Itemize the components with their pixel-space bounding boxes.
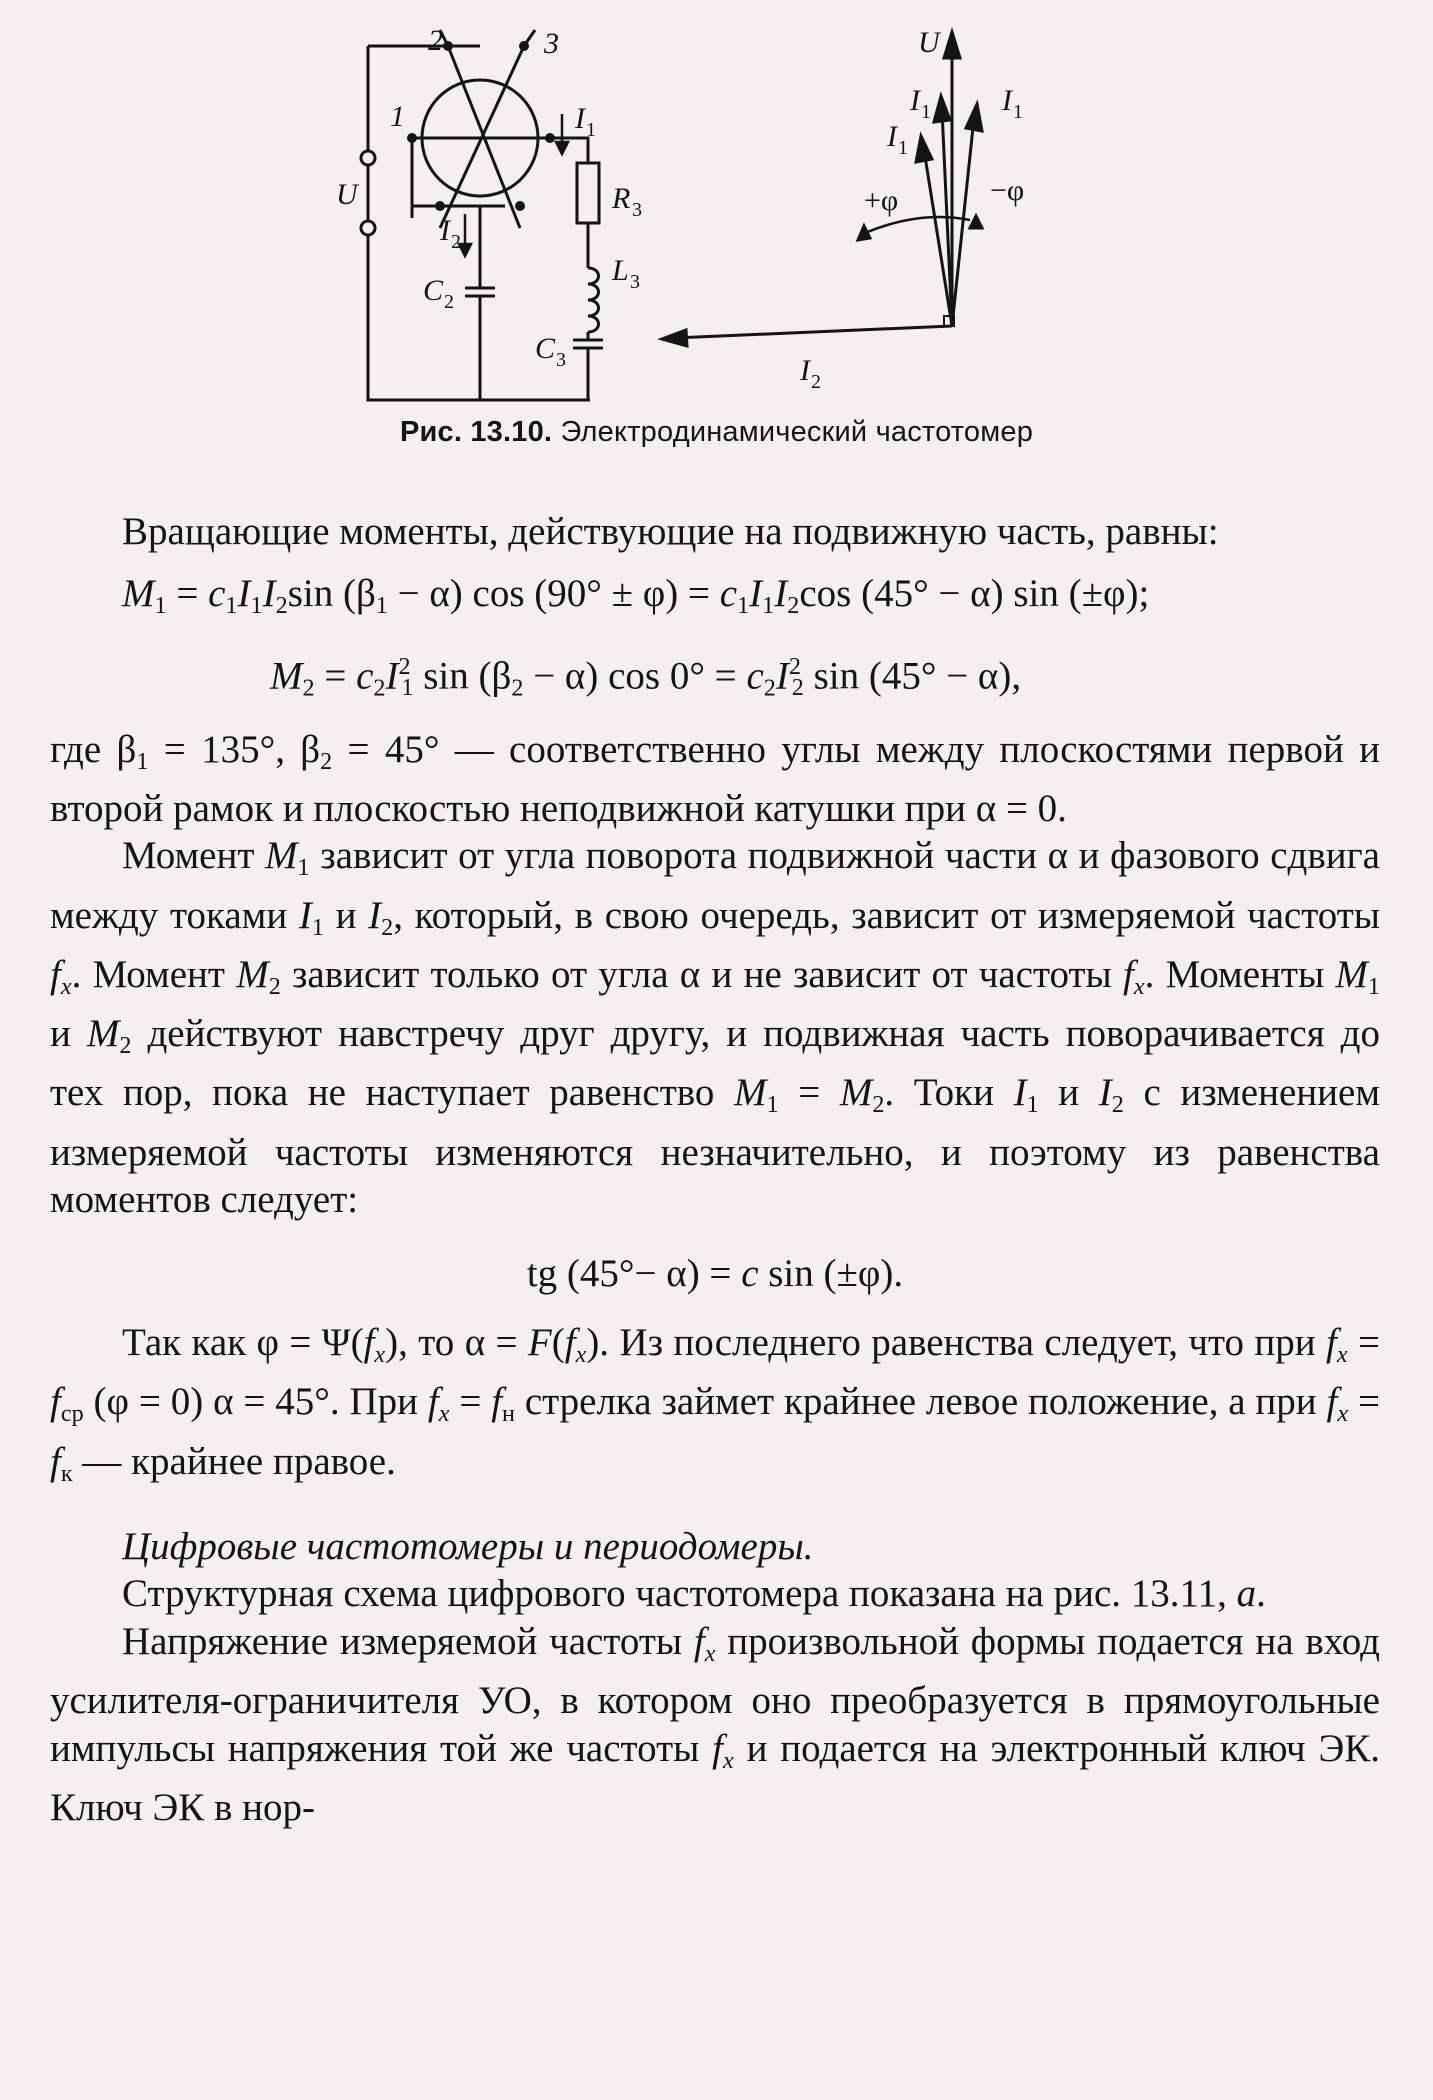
figure-title: Электродинамический частотомер: [560, 416, 1034, 448]
capacitor-c2-sub: 2: [444, 291, 454, 313]
terminal-2-label: 2: [428, 24, 443, 57]
current-i1-sub: 1: [586, 119, 596, 141]
plus-phi-label: +φ: [864, 184, 899, 217]
terminal-3-label: 3: [544, 27, 559, 60]
vector-i2-label: I: [800, 354, 810, 387]
minus-phi-label: −φ: [990, 174, 1025, 207]
circuit-diagram: [368, 26, 603, 400]
figure-number: Рис. 13.10.: [399, 416, 553, 448]
body-text: [50, 508, 1380, 1831]
section-heading: Цифровые частотомеры и периодомеры.: [122, 1524, 814, 1568]
equation-tg: tg (45°− α) = c sin (±φ).: [526, 1251, 904, 1295]
paragraph-3: Момент $M_1$ зависит от угла поворота подвижной части α и фазового сдвига между токами $I_1$ и $I_2$, который, в свою очередь, зависит от измеряемой частоты $f_x$. Момент $M_2$ зависит только от угла α и не зависит от частоты $f_x$. Моменты $M_1$ и $M_2$ действуют навстречу друг другу, и подвижная часть поворачивается до тех пор, пока не наступает равенство $M_1 = M_2$. Токи $I_1$ и $I_2$ с изменением измеряемой частоты изменяются незначительно, и поэтому из равенства моментов следует:: [50, 834, 1380, 1222]
inductor-l3-label: L: [612, 254, 629, 287]
paragraph-2: где $\beta_1 = 135^\circ$, $\beta_2 = 45^\circ$ — соответственно углы между плоскостями первой и второй рамок и плоскостью неподвижной катушки при α = 0.: [50, 727, 1380, 830]
capacitor-c3-sub: 3: [556, 349, 566, 371]
vector-labels: [799, 26, 1024, 393]
vector-i2-sub: 2: [811, 371, 821, 393]
vector-i1c-sub: 1: [1013, 101, 1023, 123]
paragraph-1: Вращающие моменты, действующие на подвижную часть, равны:: [122, 510, 1219, 553]
frequency-meter-figure: [330, 18, 1090, 408]
vector-i1b-sub: 1: [898, 137, 908, 159]
terminal-1-label: 1: [390, 100, 405, 133]
resistor-r3-label: R: [612, 182, 631, 215]
capacitor-c2-label: C: [423, 274, 444, 307]
voltage-u-label: U: [336, 178, 358, 211]
inductor-l3-sub: 3: [630, 271, 640, 293]
figure-caption: [0, 416, 1433, 449]
vector-i1c-label: I: [1002, 84, 1012, 117]
capacitor-c3-label: C: [535, 332, 556, 365]
resistor-r3-sub: 3: [632, 199, 642, 221]
current-i2-label: I: [440, 214, 450, 247]
equation-m2: $M_2 = c_2I^2_1$ $\sin (\beta_2 - \alpha)$ $\cos 0^\circ = c_2I^2_2$ sin (45° − α),: [270, 652, 1022, 702]
vector-i1a-label: I: [910, 84, 920, 117]
vector-diagram: [662, 32, 982, 346]
current-i1-label: I: [575, 102, 585, 135]
current-i2-sub: 2: [451, 231, 461, 253]
paragraph-4: Так как $\varphi = \Psi(f_x)$, то $\alpha = F(f_x)$. Из последнего равенства следует, что при $f_x = f_{ср}$ (φ = 0) α = 45°. При $f_x = f_н$ стрелка займет крайнее левое положение, а при $f_x = f_к$ — крайнее правое.: [50, 1321, 1380, 1487]
vector-i1a-sub: 1: [921, 101, 931, 123]
vector-u-label: U: [918, 26, 940, 59]
paragraph-6: Напряжение измеряемой частоты $f_x$ произвольной формы подается на вход усилителя-ограничителя УО, в котором оно преобразуется в прямоугольные импульсы напряжения той же частоты $f_x$ и подается на электронный ключ ЭК. Ключ ЭК в нор-: [50, 1619, 1380, 1829]
paragraph-5: Структурная схема цифрового частотомера показана на рис. 13.11, а.: [122, 1572, 1266, 1616]
equation-m1: $M_1 = c_1I_1I_2\sin$ $(\beta_1 - \alpha)$ $\cos (90^\circ \pm \varphi) = c_1I_1I_2\cos$ (45° − α) sin (±φ);: [122, 571, 1150, 619]
vector-i1b-label: I: [887, 120, 897, 153]
